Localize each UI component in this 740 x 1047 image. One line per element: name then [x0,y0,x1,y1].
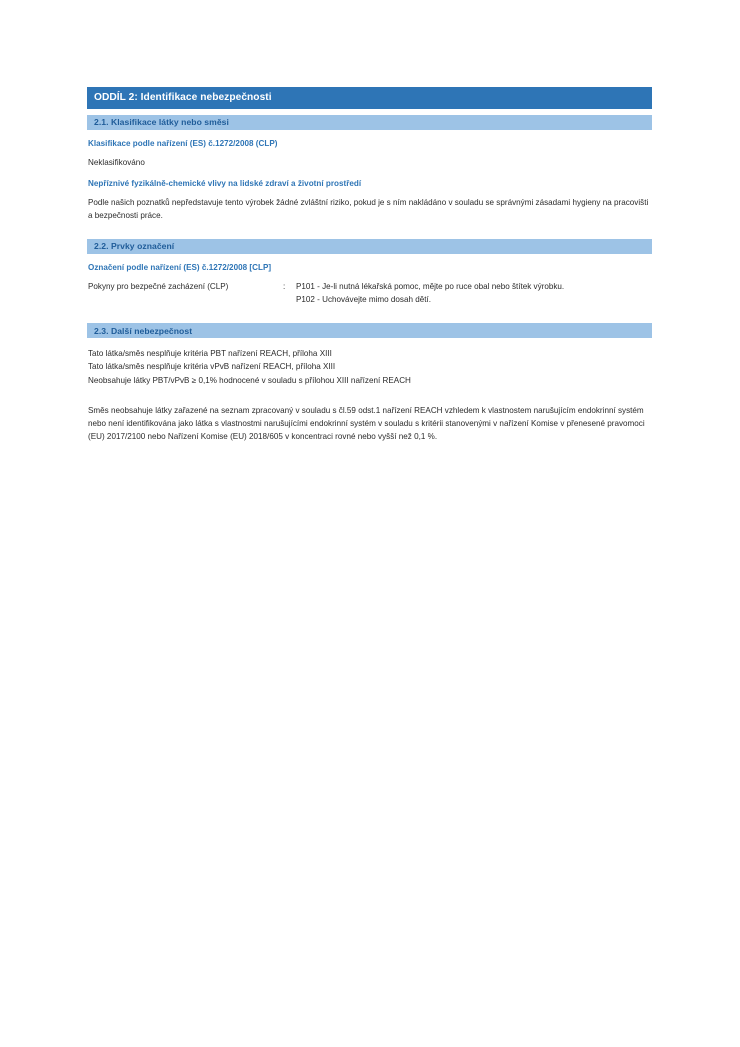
other-hazards-list [87,347,652,386]
spacer [87,169,652,179]
precautionary-statements-label: Pokyny pro bezpečné zacházení (CLP) [88,282,229,292]
section-title: ODDÍL 2: Identifikace nebezpečnosti [94,91,272,103]
subsection-header-2-1 [87,115,652,130]
subsection-label-2-2: 2.2. Prvky označení [94,241,175,252]
other-hazards-line-pbt: Tato látka/směs nesplňuje kritéria PBT nařízení REACH, příloha XIII [88,349,332,359]
subsection-label-2-1: 2.1. Klasifikace látky nebo směsi [94,117,229,128]
spacer [87,306,652,323]
spacer [87,222,652,239]
spacer [87,387,652,404]
classification-regulation-heading: Klasifikace podle nařízení (ES) č.1272/2008 (CLP) [88,139,278,148]
section-header-bar [87,87,652,109]
spacer [87,130,652,139]
labelling-regulation-heading: Označení podle nařízení (ES) č.1272/2008 [CLP] [88,263,272,273]
classification-value: Neklasifikováno [88,157,145,167]
precautionary-statements-values [296,280,652,306]
precautionary-statement-p102: P102 - Uchovávejte mimo dosah dětí. [296,295,431,305]
spacer [87,254,652,263]
other-hazards-line-content: Neobsahuje látky PBT/vPvB ≥ 0,1% hodnocené v souladu s přílohou XIII nařízení REACH [88,375,411,385]
subsection-header-2-2 [87,239,652,254]
spacer [87,338,652,347]
precautionary-statements-colon: : [283,282,286,292]
precautionary-statements-row [87,280,652,306]
document-content [87,87,652,443]
adverse-effects-heading: Nepříznivé fyzikálně-chemické vlivy na lidské zdraví a životní prostředí [88,179,362,189]
other-hazards-line-vpvb: Tato látka/směs nesplňuje kritéria vPvB nařízení REACH, příloha XIII [88,362,336,372]
adverse-effects-paragraph: Podle našich poznatků nepředstavuje tento výrobek žádné zvláštní riziko, pokud je s ním nakládáno v souladu se správnými zásadami hygieny na pracovišti a bezpečnosti práce. [88,197,649,221]
subsection-header-2-3 [87,323,652,338]
subsection-label-2-3: 2.3. Další nebezpečnost [94,325,193,336]
precautionary-statement-p101: P101 - Je-li nutná lékařská pomoc, mějte po ruce obal nebo štítek výrobku. [296,282,565,292]
endocrine-disruptor-paragraph: Směs neobsahuje látky zařazené na seznam zpracovaný v souladu s čl.59 odst.1 nařízení REACH vzhledem k vlastnostem narušujícím endokrinní systém nebo není identifikována jako látka s vlastnostmi narušujícími endokrinní systém v souladu s kritérii stanovenými v nařízení Komise v přenesené pravomoci (EU) 2017/2100 nebo Nařízení Komise (EU) 2018/605 v koncentraci rovné nebo vyšší než 0,1 %. [88,405,645,441]
